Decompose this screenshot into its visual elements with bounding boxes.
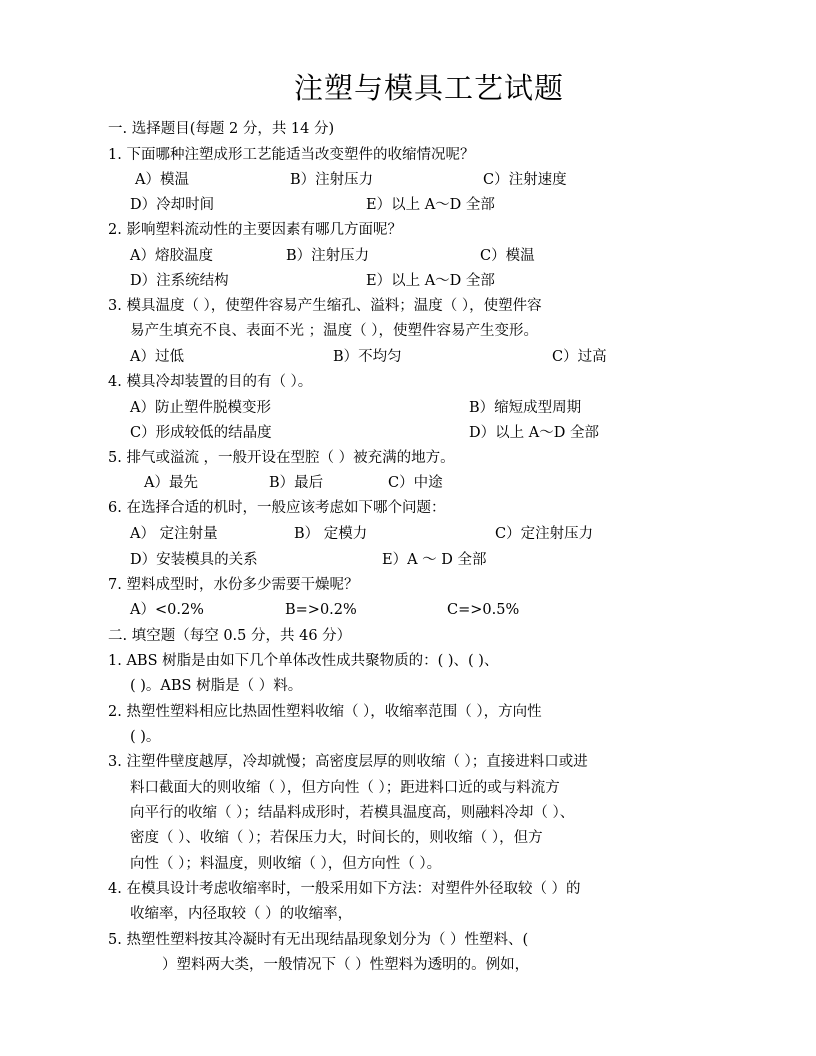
question-7-stem: 7. 塑料成型时，水份多少需要干燥呢？: [108, 577, 359, 593]
question-3-line-2: 易产生填充不良、表面不光 ；温度（ ），使塑件容易产生变形。: [130, 323, 538, 339]
question-5-option-c: C）中途: [388, 475, 443, 491]
question-2-option-c: C）模温: [480, 248, 535, 264]
question-2-option-a: A）熔胶温度: [130, 248, 213, 264]
question-4-stem: 4. 模具冷却装置的目的有（ ）。: [108, 374, 313, 390]
question-3-option-b: B）不均匀: [333, 349, 402, 365]
question-1-option-a: A）模温: [135, 172, 189, 188]
question-7-option-c: C=>0.5%: [447, 602, 520, 618]
question-6-option-a: A） 定注射量: [130, 526, 218, 542]
question-6-option-d: D）安装模具的关系: [130, 552, 258, 568]
question-1-option-d: D）冷却时间: [130, 197, 215, 213]
fill-question-3-line-2: 料口截面大的则收缩（ ），但方向性（ ）；距进料口近的或与料流方: [130, 780, 560, 796]
fill-question-5-line-1: 5. 热塑性塑料按其冷凝时有无出现结晶现象划分为（ ）性塑料、(: [108, 932, 529, 948]
question-6-stem: 6. 在选择合适的机时，一般应该考虑如下哪个问题：: [108, 500, 446, 516]
fill-question-2-line-2: ( )。: [130, 729, 161, 745]
fill-question-3-line-1: 3. 注塑件壁度越厚，冷却就慢；高密度层厚的则收缩（ ）；直接进料口或进: [108, 754, 588, 770]
question-5-option-a: A）最先: [144, 475, 198, 491]
question-4-option-b: B）缩短成型周期: [469, 400, 582, 416]
fill-question-3-line-5: 向性（ ）；料温度，则收缩（ ），但方向性（ ）。: [130, 856, 442, 872]
question-4-option-d: D）以上 A～D 全部: [469, 425, 599, 441]
question-5-option-b: B）最后: [269, 475, 324, 491]
question-4-option-c: C）形成较低的结晶度: [130, 425, 272, 441]
question-7-option-b: B=>0.2%: [285, 602, 357, 618]
question-7-option-a: A）<0.2%: [130, 602, 204, 618]
question-1-option-e: E）以上 A～D 全部: [366, 197, 495, 213]
question-2-option-e: E）以上 A～D 全部: [366, 273, 495, 289]
question-1-stem: 1. 下面哪种注塑成形工艺能适当改变塑件的收缩情况呢？: [108, 147, 475, 163]
question-6-option-c: C）定注射压力: [495, 526, 594, 542]
question-3-option-c: C）过高: [552, 349, 607, 365]
fill-question-5-line-2: ）塑料两大类，一般情况下（ ）性塑料为透明的。例如，: [162, 957, 530, 973]
fill-question-3-line-3: 向平行的收缩（ ）；结晶料成形时，若模具温度高，则融料冷却（ ）、: [130, 805, 575, 821]
question-2-stem: 2. 影响塑料流动性的主要因素有哪几方面呢？: [108, 222, 402, 238]
fill-question-4-line-1: 4. 在模具设计考虑收缩率时，一般采用如下方法：对塑件外径取较（ ）的: [108, 881, 581, 897]
question-2-option-b: B）注射压力: [286, 248, 370, 264]
fill-question-3-line-4: 密度（ ）、收缩（ ）；若保压力大，时间长的，则收缩（ ），但方: [130, 830, 543, 846]
question-6-option-b: B） 定模力: [294, 526, 368, 542]
question-5-stem: 5. 排气或溢流 ，一般开设在型腔（ ）被充满的地方。: [108, 450, 455, 466]
fill-question-4-line-2: 收缩率，内径取较（ ）的收缩率，: [130, 906, 353, 922]
fill-question-1-line-2: ( )。ABS 树脂是（ ）料。: [130, 678, 303, 694]
question-2-option-d: D）注系统结构: [130, 273, 229, 289]
question-6-option-e: E）A ～ D 全部: [382, 552, 487, 568]
fill-question-2-line-1: 2. 热塑性塑料相应比热固性塑料收缩（ ），收缩率范围（ ），方向性: [108, 704, 542, 720]
question-3-line-1: 3. 模具温度（ ），使塑件容易产生缩孔、溢料；温度（ ），使塑件容: [108, 298, 542, 314]
question-4-option-a: A）防止塑件脱模变形: [130, 400, 271, 416]
section-1-heading: 一. 选择题目(每题 2 分，共 14 分): [108, 121, 335, 137]
fill-question-1-line-1: 1. ABS 树脂是由如下几个单体改性成共聚物质的：( )、( )、: [108, 653, 499, 669]
question-1-option-b: B）注射压力: [290, 172, 374, 188]
page-title: 注塑与模具工艺试题: [293, 71, 564, 105]
question-1-option-c: C）注射速度: [483, 172, 567, 188]
question-3-option-a: A）过低: [130, 349, 184, 365]
section-2-heading: 二. 填空题（每空 0.5 分，共 46 分）: [108, 628, 352, 644]
